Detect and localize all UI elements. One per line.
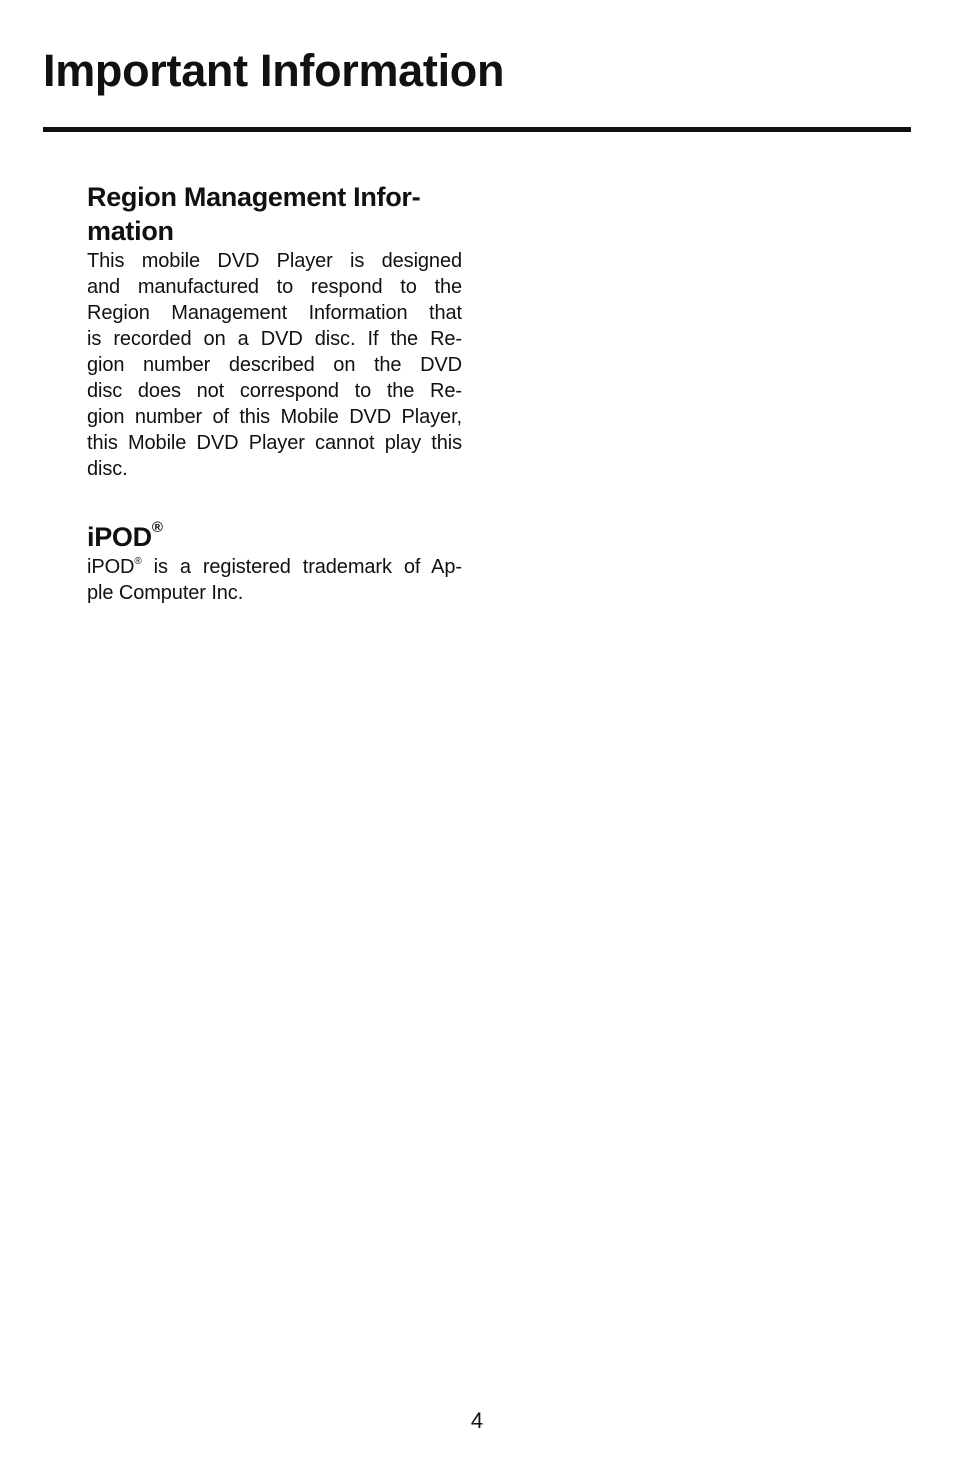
text-line: ple Computer Inc. [87, 582, 244, 604]
text-line: gion number of this Mobile DVD Player, [87, 406, 462, 428]
registered-mark: ® [151, 519, 163, 536]
section-heading-ipod [87, 520, 462, 554]
page-title: Important Information [43, 45, 505, 96]
text-line: gion number described on the DVD [87, 354, 462, 376]
text-line: is recorded on a DVD disc. If the Re- [87, 328, 462, 350]
heading-line: Region Management Infor- [87, 182, 421, 212]
text-line: and manufactured to respond to the [87, 276, 462, 298]
ipod-body-text [87, 554, 462, 606]
section-heading-region [87, 180, 462, 248]
ipod-word: iPOD [87, 556, 135, 578]
title-divider [43, 127, 911, 132]
text-line: disc. [87, 458, 128, 480]
registered-mark: ® [134, 556, 142, 567]
text-line: this Mobile DVD Player cannot play this [87, 432, 462, 454]
ipod-heading-text: iPOD [87, 522, 152, 552]
text-line: This mobile DVD Player is designed [87, 250, 462, 272]
page-number: 4 [470, 1408, 484, 1433]
text-line: Region Management Information that [87, 302, 462, 324]
heading-line: mation [87, 216, 174, 246]
section-region-management [87, 180, 462, 482]
section-ipod [87, 520, 462, 606]
region-body-text [87, 248, 462, 482]
text-line: disc does not correspond to the Re- [87, 380, 462, 402]
text-line [87, 554, 462, 580]
content-column [87, 180, 462, 606]
trademark-text: is a registered trademark of Ap- [141, 556, 462, 578]
